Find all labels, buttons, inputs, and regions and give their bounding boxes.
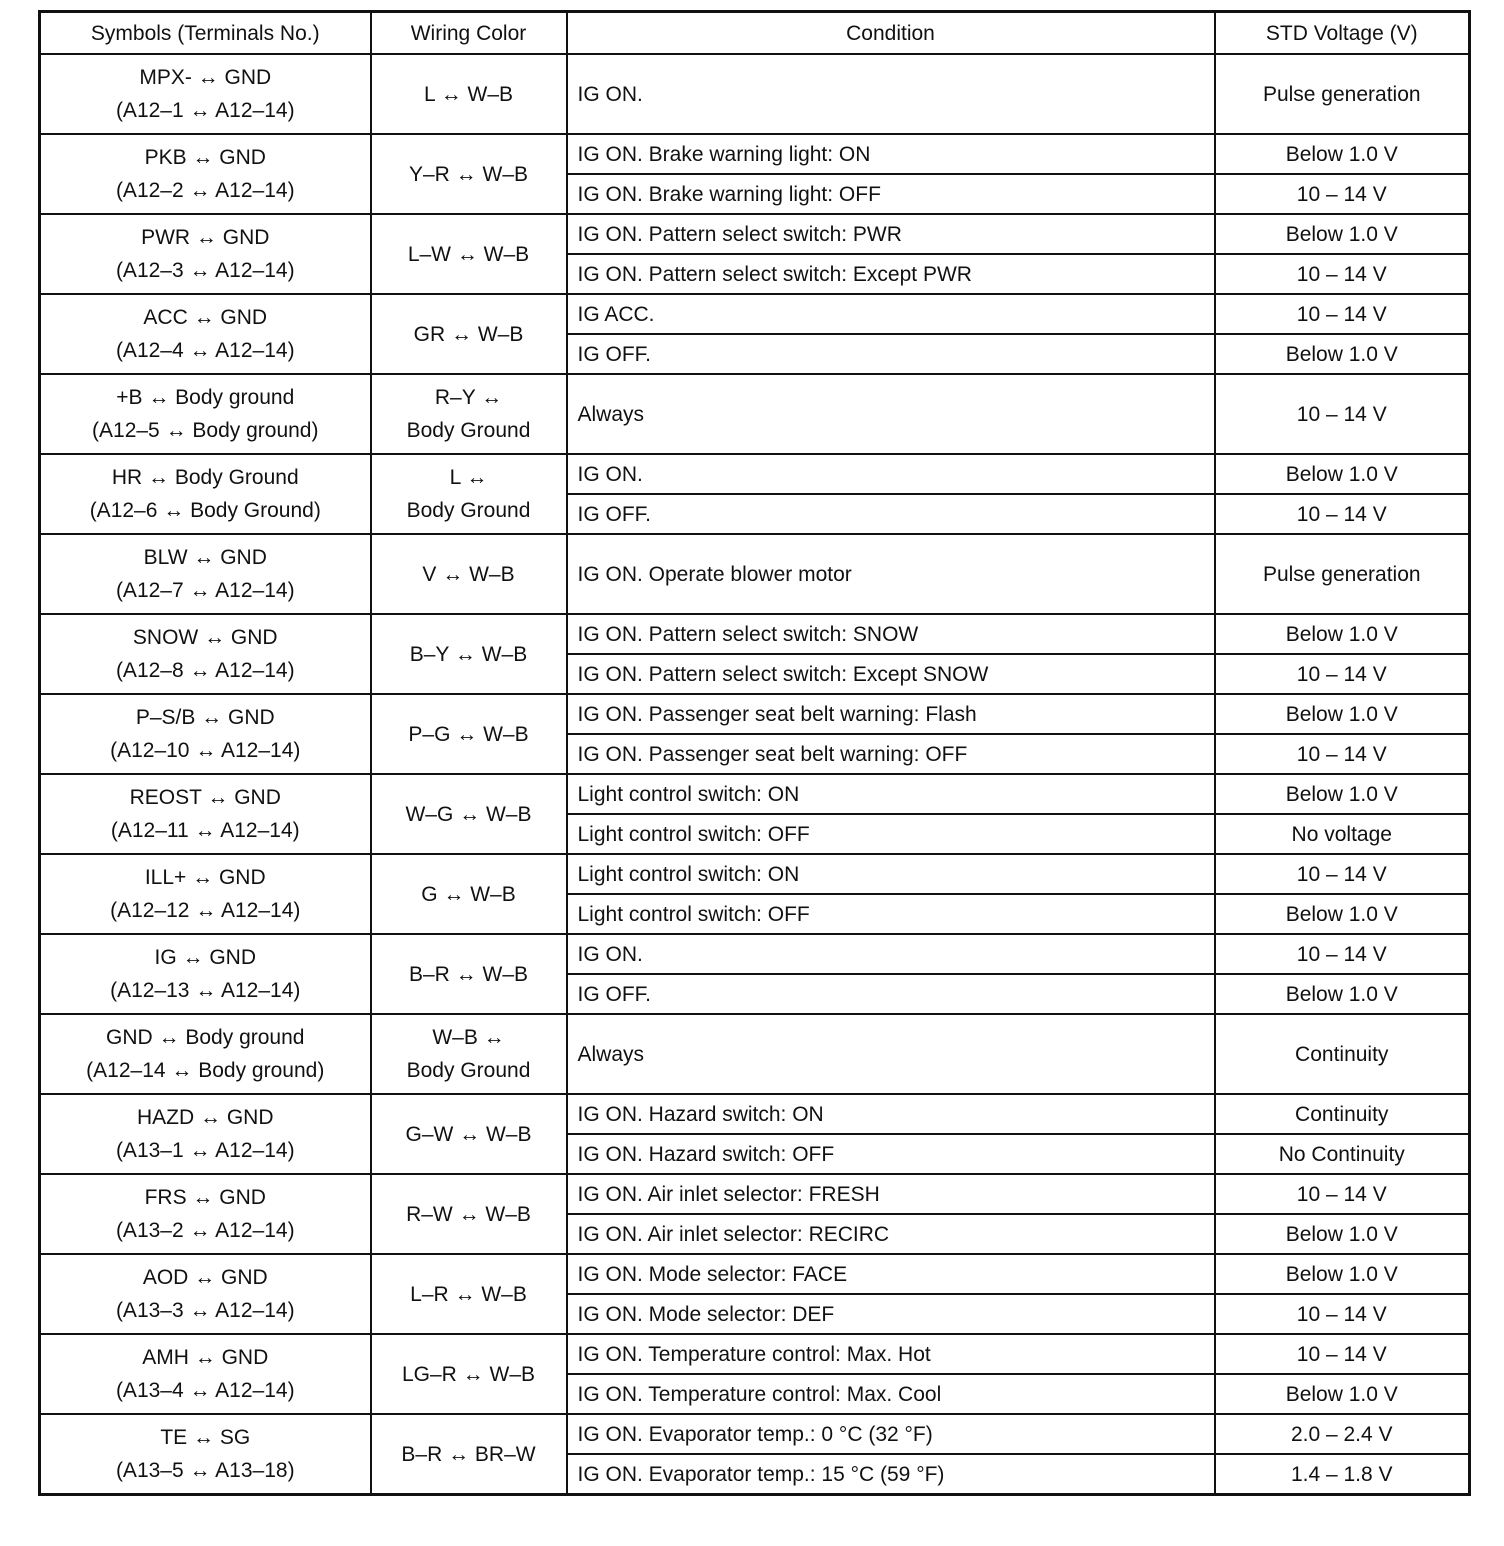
std-voltage-cell: 10 – 14 V — [1215, 654, 1470, 694]
terminal-numbers: (A13–1 ↔ A12–14) — [115, 1139, 295, 1162]
condition-cell: IG ON. Temperature control: Max. Hot — [567, 1334, 1215, 1374]
table-row — [40, 454, 1470, 494]
wiring-color: R–Y ↔ — [434, 386, 503, 409]
table-row — [40, 694, 1470, 734]
wiring-color-cell — [371, 214, 567, 294]
condition-cell: IG ON. Air inlet selector: RECIRC — [567, 1214, 1215, 1254]
terminal-numbers: (A12–7 ↔ A12–14) — [115, 579, 295, 602]
wiring-color: L ↔ W–B — [423, 82, 514, 106]
condition-cell: IG OFF. — [567, 494, 1215, 534]
terminal-symbol: HR ↔ Body Ground — [111, 466, 299, 489]
wiring-color: V ↔ W–B — [422, 562, 515, 586]
std-voltage-cell: 10 – 14 V — [1215, 734, 1470, 774]
terminal-numbers: (A12–14 ↔ Body ground) — [86, 1059, 325, 1082]
condition-cell: IG ON. Passenger seat belt warning: Flash — [567, 694, 1215, 734]
terminal-numbers: (A13–5 ↔ A13–18) — [115, 1459, 295, 1482]
header-condition: Condition — [567, 12, 1215, 55]
condition-cell: IG ON. Hazard switch: ON — [567, 1094, 1215, 1134]
terminal-symbol: IG ↔ GND — [154, 946, 256, 969]
condition-cell: IG ON. Pattern select switch: PWR — [567, 214, 1215, 254]
wiring-color: B–R ↔ W–B — [408, 962, 529, 986]
header-symbols: Symbols (Terminals No.) — [40, 12, 371, 55]
symbol-cell — [40, 694, 371, 774]
table-row — [40, 534, 1470, 614]
wiring-color-cell — [371, 1334, 567, 1414]
condition-cell: IG ON. Hazard switch: OFF — [567, 1134, 1215, 1174]
std-voltage-cell: 10 – 14 V — [1215, 1294, 1470, 1334]
condition-cell: IG ON. Temperature control: Max. Cool — [567, 1374, 1215, 1414]
header-wiring-color: Wiring Color — [371, 12, 567, 55]
condition-cell: IG ON. Operate blower motor — [567, 534, 1215, 614]
terminal-numbers: (A12–1 ↔ A12–14) — [115, 99, 295, 122]
symbol-cell — [40, 1174, 371, 1254]
std-voltage-cell: 10 – 14 V — [1215, 1334, 1470, 1374]
condition-cell: IG OFF. — [567, 334, 1215, 374]
symbol-cell — [40, 1254, 371, 1334]
symbol-cell — [40, 1334, 371, 1414]
std-voltage-cell: 10 – 14 V — [1215, 934, 1470, 974]
wiring-color: L–W ↔ W–B — [407, 242, 530, 266]
table-row — [40, 1174, 1470, 1214]
terminal-numbers: (A12–3 ↔ A12–14) — [115, 259, 295, 282]
condition-cell: IG ON. Pattern select switch: Except PWR — [567, 254, 1215, 294]
wiring-color-cell — [371, 294, 567, 374]
wiring-color: Body Ground — [406, 499, 531, 522]
condition-cell: IG OFF. — [567, 974, 1215, 1014]
table-row — [40, 1334, 1470, 1374]
header-std-voltage: STD Voltage (V) — [1215, 12, 1470, 55]
terminal-numbers: (A12–2 ↔ A12–14) — [115, 179, 295, 202]
std-voltage-cell: Below 1.0 V — [1215, 334, 1470, 374]
std-voltage-cell: Below 1.0 V — [1215, 774, 1470, 814]
condition-cell: IG ON. Brake warning light: OFF — [567, 174, 1215, 214]
wiring-color-cell — [371, 854, 567, 934]
std-voltage-cell: No voltage — [1215, 814, 1470, 854]
wiring-color-cell — [371, 934, 567, 1014]
wiring-color: LG–R ↔ W–B — [401, 1362, 536, 1386]
condition-cell: IG ON. Pattern select switch: SNOW — [567, 614, 1215, 654]
wiring-color: L–R ↔ W–B — [410, 1282, 527, 1306]
condition-cell: Always — [567, 1014, 1215, 1094]
terminal-symbol: GND ↔ Body ground — [106, 1026, 305, 1049]
std-voltage-cell: Below 1.0 V — [1215, 454, 1470, 494]
symbol-cell — [40, 454, 371, 534]
std-voltage-cell: Below 1.0 V — [1215, 1214, 1470, 1254]
wiring-color-cell — [371, 774, 567, 854]
symbol-cell — [40, 374, 371, 454]
terminal-numbers: (A13–3 ↔ A12–14) — [115, 1299, 295, 1322]
table-header-row — [40, 12, 1470, 55]
wiring-color: W–G ↔ W–B — [405, 802, 532, 826]
table-row — [40, 1094, 1470, 1134]
table-row — [40, 1254, 1470, 1294]
std-voltage-cell: Below 1.0 V — [1215, 1254, 1470, 1294]
wiring-color: G ↔ W–B — [421, 882, 516, 906]
wiring-color-cell — [371, 374, 567, 454]
wiring-color-cell — [371, 54, 567, 134]
terminal-symbol: PKB ↔ GND — [144, 146, 266, 169]
condition-cell: IG ON. — [567, 54, 1215, 134]
terminal-numbers: (A12–12 ↔ A12–14) — [110, 899, 301, 922]
std-voltage-cell: 10 – 14 V — [1215, 494, 1470, 534]
wiring-color: P–G ↔ W–B — [408, 722, 529, 746]
terminal-symbol: ILL+ ↔ GND — [144, 866, 266, 889]
condition-cell: IG ON. — [567, 934, 1215, 974]
symbol-cell — [40, 854, 371, 934]
std-voltage-cell: 10 – 14 V — [1215, 1174, 1470, 1214]
table-row — [40, 1014, 1470, 1094]
wiring-color-cell — [371, 134, 567, 214]
std-voltage-cell: Below 1.0 V — [1215, 214, 1470, 254]
symbol-cell — [40, 774, 371, 854]
symbol-cell — [40, 1414, 371, 1495]
symbol-cell — [40, 214, 371, 294]
terminal-symbol: SNOW ↔ GND — [132, 626, 278, 649]
terminal-symbol: P–S/B ↔ GND — [135, 706, 275, 729]
terminal-numbers: (A12–4 ↔ A12–14) — [115, 339, 295, 362]
wiring-color: GR ↔ W–B — [413, 322, 524, 346]
terminal-symbol: ACC ↔ GND — [143, 306, 268, 329]
terminal-numbers: (A12–10 ↔ A12–14) — [110, 739, 301, 762]
terminal-numbers: (A13–2 ↔ A12–14) — [115, 1219, 295, 1242]
condition-cell: IG ON. Passenger seat belt warning: OFF — [567, 734, 1215, 774]
terminal-numbers: (A12–11 ↔ A12–14) — [110, 819, 300, 842]
wiring-color-cell — [371, 1014, 567, 1094]
condition-cell: IG ON. Evaporator temp.: 0 °C (32 °F) — [567, 1414, 1215, 1454]
terminal-symbol: FRS ↔ GND — [144, 1186, 266, 1209]
symbol-cell — [40, 534, 371, 614]
table-row — [40, 854, 1470, 894]
terminal-symbol: BLW ↔ GND — [143, 546, 267, 569]
symbol-cell — [40, 934, 371, 1014]
table-body — [40, 54, 1470, 1495]
wiring-color-cell — [371, 1094, 567, 1174]
condition-cell: Light control switch: ON — [567, 774, 1215, 814]
table-row — [40, 614, 1470, 654]
std-voltage-cell: Below 1.0 V — [1215, 694, 1470, 734]
condition-cell: IG ON. Pattern select switch: Except SNOW — [567, 654, 1215, 694]
condition-cell: IG ON. Mode selector: DEF — [567, 1294, 1215, 1334]
wiring-color: W–B ↔ — [432, 1026, 505, 1049]
terminal-symbol: TE ↔ SG — [160, 1426, 251, 1449]
table-row — [40, 374, 1470, 454]
wiring-color-cell — [371, 1254, 567, 1334]
terminal-voltage-table — [38, 10, 1471, 1496]
terminal-symbol: MPX- ↔ GND — [139, 66, 272, 89]
wiring-color-cell — [371, 1414, 567, 1495]
wiring-color: B–R ↔ BR–W — [401, 1442, 536, 1466]
table-row — [40, 134, 1470, 174]
symbol-cell — [40, 1014, 371, 1094]
symbol-cell — [40, 54, 371, 134]
condition-cell: IG ACC. — [567, 294, 1215, 334]
terminal-symbol: HAZD ↔ GND — [137, 1106, 274, 1129]
std-voltage-cell: Below 1.0 V — [1215, 614, 1470, 654]
wiring-color-cell — [371, 454, 567, 534]
wiring-color: Y–R ↔ W–B — [408, 162, 529, 186]
terminal-symbol: REOST ↔ GND — [129, 786, 281, 809]
table-row — [40, 54, 1470, 134]
wiring-color: L ↔ — [449, 466, 488, 489]
symbol-cell — [40, 294, 371, 374]
terminal-numbers: (A12–13 ↔ A12–14) — [110, 979, 301, 1002]
std-voltage-cell: 10 – 14 V — [1215, 174, 1470, 214]
wiring-color: Body Ground — [406, 419, 531, 442]
table-row — [40, 294, 1470, 334]
wiring-color: Body Ground — [406, 1059, 531, 1082]
wiring-color-cell — [371, 534, 567, 614]
table-row — [40, 214, 1470, 254]
condition-cell: IG ON. Mode selector: FACE — [567, 1254, 1215, 1294]
terminal-symbol: AMH ↔ GND — [142, 1346, 269, 1369]
condition-cell: Always — [567, 374, 1215, 454]
std-voltage-cell: Below 1.0 V — [1215, 974, 1470, 1014]
std-voltage-cell: 2.0 – 2.4 V — [1215, 1414, 1470, 1454]
condition-cell: Light control switch: ON — [567, 854, 1215, 894]
condition-cell: IG ON. Brake warning light: ON — [567, 134, 1215, 174]
terminal-numbers: (A12–6 ↔ Body Ground) — [89, 499, 321, 522]
std-voltage-cell: Below 1.0 V — [1215, 1374, 1470, 1414]
wiring-color: B–Y ↔ W–B — [409, 642, 528, 666]
std-voltage-cell: 10 – 14 V — [1215, 254, 1470, 294]
wiring-color-cell — [371, 1174, 567, 1254]
terminal-numbers: (A13–4 ↔ A12–14) — [115, 1379, 295, 1402]
symbol-cell — [40, 614, 371, 694]
terminal-symbol: PWR ↔ GND — [141, 226, 270, 249]
std-voltage-cell: 10 – 14 V — [1215, 854, 1470, 894]
std-voltage-cell: Continuity — [1215, 1094, 1470, 1134]
condition-cell: IG ON. Air inlet selector: FRESH — [567, 1174, 1215, 1214]
terminal-symbol: AOD ↔ GND — [142, 1266, 268, 1289]
std-voltage-cell: 10 – 14 V — [1215, 374, 1470, 454]
terminal-voltage-table-container — [38, 10, 1468, 1496]
wiring-color: G–W ↔ W–B — [405, 1122, 532, 1146]
terminal-numbers: (A12–8 ↔ A12–14) — [115, 659, 295, 682]
wiring-color: R–W ↔ W–B — [406, 1202, 531, 1226]
std-voltage-cell: 1.4 – 1.8 V — [1215, 1454, 1470, 1495]
table-row — [40, 934, 1470, 974]
symbol-cell — [40, 1094, 371, 1174]
terminal-numbers: (A12–5 ↔ Body ground) — [92, 419, 319, 442]
std-voltage-cell: No Continuity — [1215, 1134, 1470, 1174]
condition-cell: Light control switch: OFF — [567, 814, 1215, 854]
std-voltage-cell: Below 1.0 V — [1215, 134, 1470, 174]
condition-cell: Light control switch: OFF — [567, 894, 1215, 934]
wiring-color-cell — [371, 694, 567, 774]
std-voltage-cell: Pulse generation — [1215, 54, 1470, 134]
std-voltage-cell: 10 – 14 V — [1215, 294, 1470, 334]
std-voltage-cell: Pulse generation — [1215, 534, 1470, 614]
condition-cell: IG ON. Evaporator temp.: 15 °C (59 °F) — [567, 1454, 1215, 1495]
symbol-cell — [40, 134, 371, 214]
std-voltage-cell: Continuity — [1215, 1014, 1470, 1094]
table-row — [40, 774, 1470, 814]
table-row — [40, 1414, 1470, 1454]
terminal-symbol: +B ↔ Body ground — [116, 386, 295, 409]
std-voltage-cell: Below 1.0 V — [1215, 894, 1470, 934]
wiring-color-cell — [371, 614, 567, 694]
condition-cell: IG ON. — [567, 454, 1215, 494]
